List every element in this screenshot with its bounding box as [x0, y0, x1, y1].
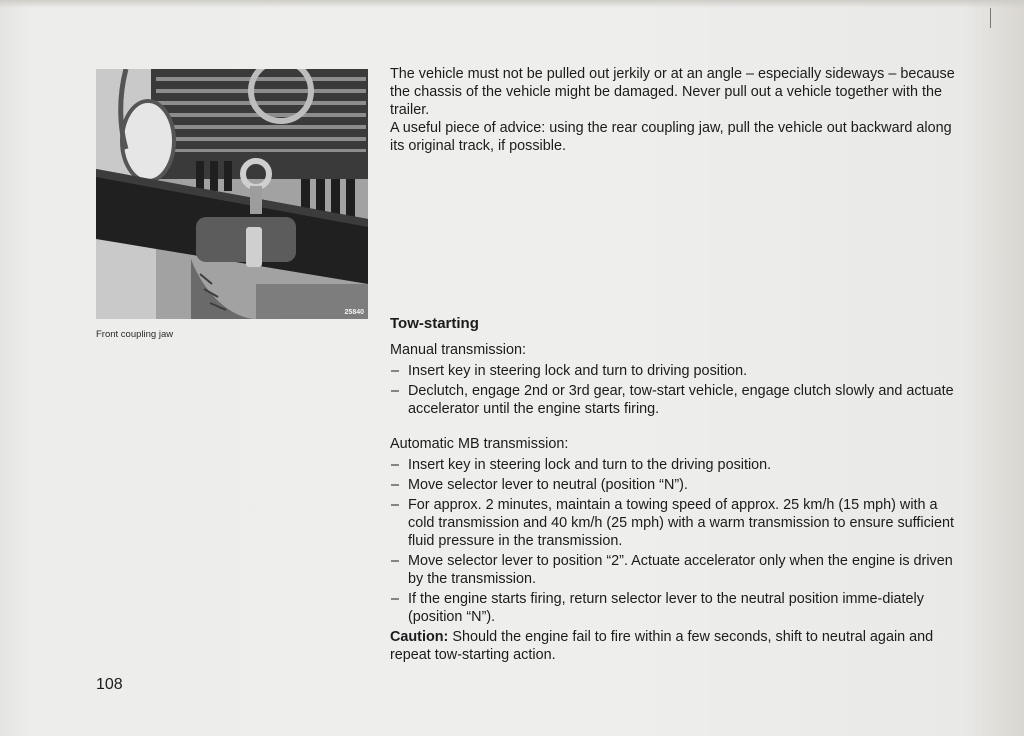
- page-edge-shadow: [0, 0, 1024, 8]
- photo-reference-number: 25840: [344, 309, 364, 316]
- page-edge-mark: [990, 8, 991, 28]
- caution-text: Should the engine fail to fire within a few seconds, shift to neutral again and repeat tow-starting action.: [390, 629, 934, 663]
- coupling-jaw-illustration: [96, 69, 368, 319]
- list-item: – Declutch, engage 2nd or 3rd gear, tow-start vehicle, engage clutch slowly and actuate accelerator until the engine starts firing.: [390, 382, 965, 418]
- automatic-transmission-label: Automatic MB transmission:: [390, 436, 569, 452]
- intro-section: [390, 65, 965, 155]
- caution-note: [390, 628, 965, 664]
- list-item: – For approx. 2 minutes, maintain a towing speed of approx. 25 km/h (15 mph) with a cold transmission and 40 km/h (25 mph) with a warm transmission to ensure sufficient fluid pressure in the transmission.: [390, 496, 965, 550]
- list-item: – Insert key in steering lock and turn to driving position.: [390, 362, 965, 380]
- intro-paragraph-1: The vehicle must not be pulled out jerkily or at an angle – especially sideways – because the chassis of the vehicle might be damaged. Never pull out a vehicle together with the trailer.: [390, 66, 955, 118]
- list-item: – Insert key in steering lock and turn to the driving position.: [390, 456, 965, 474]
- intro-paragraph-2: A useful piece of advice: using the rear coupling jaw, pull the vehicle out backward along its original track, if possible.: [390, 120, 952, 154]
- list-item: – Move selector lever to neutral (position “N”).: [390, 476, 965, 494]
- front-coupling-jaw-photo: [96, 69, 368, 319]
- list-item: – If the engine starts firing, return selector lever to the neutral position imme-diately (position “N”).: [390, 590, 965, 626]
- figure-caption: Front coupling jaw: [96, 329, 174, 340]
- caution-label: Caution:: [390, 629, 449, 645]
- automatic-steps-list: [390, 456, 965, 626]
- manual-transmission-label: Manual transmission:: [390, 342, 526, 358]
- section-heading: Tow-starting: [390, 315, 479, 332]
- manual-steps-list: [390, 362, 965, 418]
- list-item: – Move selector lever to position “2”. Actuate accelerator only when the engine is driven by the transmission.: [390, 552, 965, 588]
- tow-starting-section: [390, 315, 965, 664]
- page-number: 108: [96, 676, 123, 693]
